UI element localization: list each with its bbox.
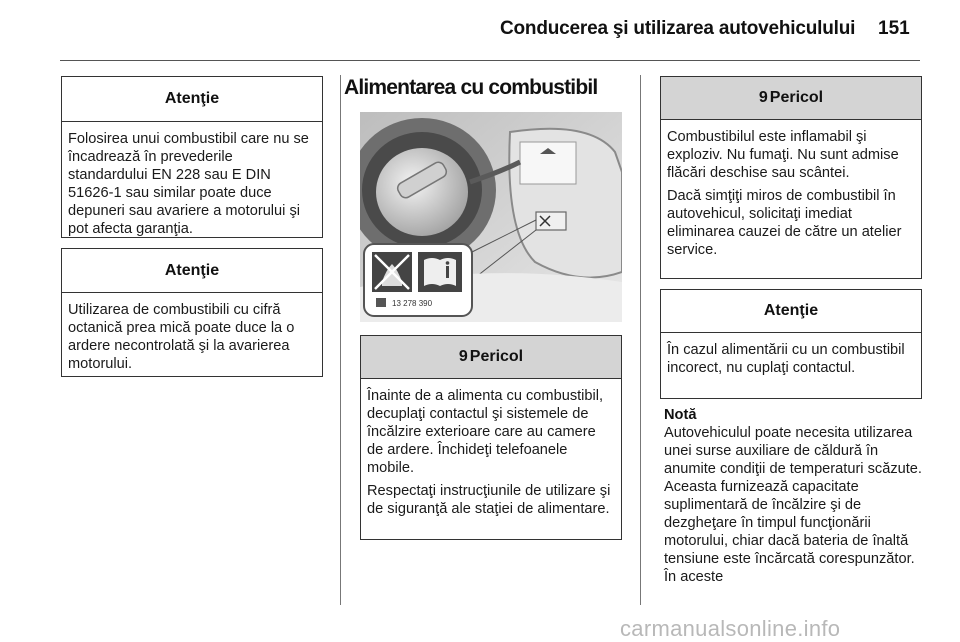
header-rule: [60, 60, 920, 61]
figure-label-number: 13 278 390: [392, 299, 433, 308]
danger-heading-label: Pericol: [469, 348, 524, 365]
section-title: Alimentarea cu combustibil: [344, 76, 598, 99]
danger-heading: [661, 77, 921, 120]
danger-text: [361, 379, 621, 518]
danger-heading: [361, 336, 621, 379]
column-divider-right: [640, 75, 641, 605]
attention-heading: Atenţie: [62, 77, 322, 122]
danger-heading-label: Pericol: [769, 89, 824, 106]
danger-paragraph: Combustibilul este inflamabil şi exploziv. Nu fumaţi. Nu sunt admise flăcări deschise sau scântei.: [667, 129, 899, 181]
danger-paragraph: Înainte de a alimenta cu combustibil, decuplaţi contactul şi sistemele de încălzire exterioare care au camere de ardere. Închideţi telefoanele mobile.: [367, 388, 604, 476]
no-fire-icon: [372, 252, 412, 292]
warning-triangle-icon: 9: [758, 89, 768, 106]
column-divider-left: [340, 75, 341, 605]
note-title: Notă: [664, 407, 697, 423]
danger-box-flammable: [660, 76, 922, 279]
fuel-filler-flap-figure: [360, 112, 622, 322]
attention-box-wrong-fuel: [660, 289, 922, 399]
attention-heading: Atenţie: [62, 249, 322, 293]
danger-paragraph: Respectaţi instrucţiunile de utilizare şi de siguranţă ale staţiei de alimentare.: [367, 483, 611, 517]
attention-box-octane: [61, 248, 323, 377]
label-marker-icon: [376, 298, 386, 307]
attention-box-fuel-standard: [61, 76, 323, 238]
note-text: Autovehiculul poate necesita utilizarea unei surse auxiliare de căldură în anumite condiţii de temperaturi scăzute. Aceasta furnizează capacitate suplimentară de încălzire şi de dezgheţare în timpul funcţionării motorului, chiar dacă bateria de înaltă tensiune este încărcată corespunzător. În aceste: [664, 425, 922, 585]
danger-box-before-refuelling: [360, 335, 622, 540]
attention-text: Utilizarea de combustibili cu cifră octanică prea mică poate duce la o ardere necontrolată şi la avarierea motorului.: [68, 302, 295, 372]
fuel-filler-illustration: [360, 112, 622, 322]
page-number: 151: [878, 18, 910, 39]
attention-heading: Atenţie: [661, 290, 921, 333]
attention-text: Folosirea unui combustibil care nu se încadrează în prevederile standardului EN 228 sau E DIN 51626-1 sau similar poate duce depuneri sau avariere a motorului şi pot afecta garanţia.: [68, 131, 309, 237]
danger-paragraph: Dacă simţiţi miros de combustibil în autovehicul, solicitaţi imediat eliminarea cauzei de către un atelier service.: [667, 188, 902, 258]
footer-watermark: carmanualsonline.info: [620, 616, 841, 641]
manual-book-icon: [418, 252, 462, 292]
warning-triangle-icon: 9: [458, 348, 468, 365]
attention-text: În cazul alimentării cu un combustibil incorect, nu cuplaţi contactul.: [667, 342, 905, 376]
header-title: Conducerea şi utilizarea autovehiculului: [500, 18, 856, 39]
danger-text: [661, 120, 921, 259]
